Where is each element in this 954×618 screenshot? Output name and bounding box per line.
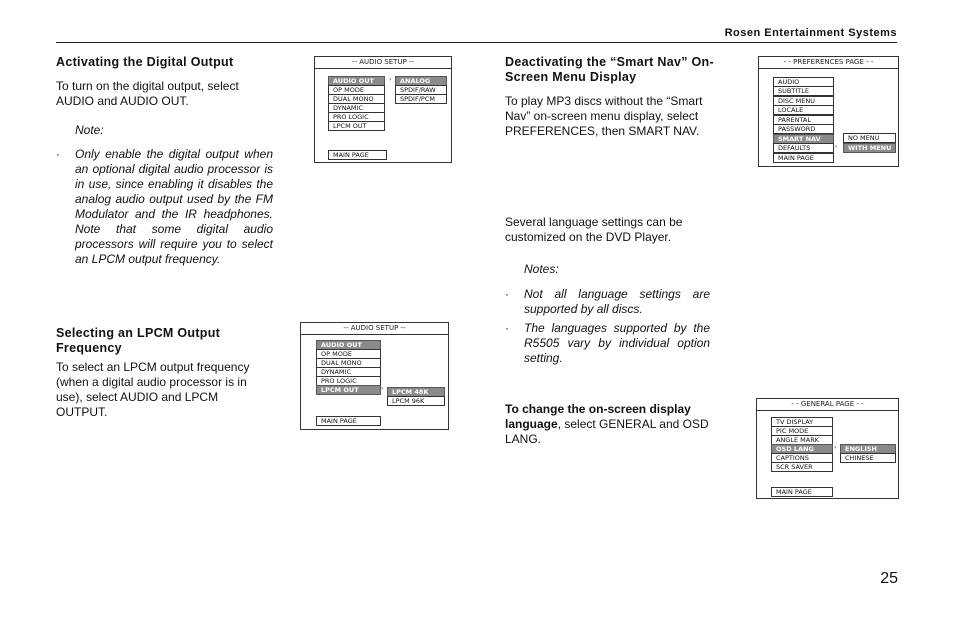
submenu-item-with-menu: WITH MENU	[843, 143, 896, 153]
submenu-item-chinese: CHINESE	[840, 453, 896, 463]
submenu-item-lpcm-96k: LPCM 96K	[387, 396, 445, 406]
header-rule	[56, 42, 897, 43]
menu-item-audio-out: AUDIO OUT	[328, 76, 385, 86]
submenu-item-lpcm-48k: LPCM 48K	[387, 387, 445, 397]
menu-item-scr-saver: SCR SAVER	[771, 462, 833, 472]
preferences-menu	[758, 56, 899, 167]
submenu-arrow-icon: ›	[389, 76, 392, 83]
menu-item-op-mode: OP MODE	[316, 349, 381, 359]
heading-deactivating-smart-nav: Deactivating the “Smart Nav” On-Screen Menu Display	[505, 55, 714, 84]
menu-item-pro-logic: PRO LOGIC	[316, 376, 381, 386]
menu-item-dual-mono: DUAL MONO	[328, 94, 385, 104]
menu-title: -- AUDIO SETUP --	[351, 58, 415, 66]
submenu-item-analog: ANALOG	[395, 76, 447, 86]
audio-setup-menu-1	[314, 56, 452, 163]
submenu-arrow-icon: ›	[834, 444, 837, 451]
menu-item-dynamic: DYNAMIC	[328, 103, 385, 113]
menu-item-angle-mark: ANGLE MARK	[771, 435, 833, 445]
body-deactivating-smart-nav: To play MP3 discs without the “Smart Nav” on-screen menu display, select PREFERENCES, then SMART NAV.	[505, 94, 703, 138]
menu-item-audio-out: AUDIO OUT	[316, 340, 381, 350]
submenu-item-no-menu: NO MENU	[843, 133, 896, 143]
menu-item-pro-logic: PRO LOGIC	[328, 112, 385, 122]
heading-activating-digital-output: Activating the Digital Output	[56, 55, 234, 69]
notes-bullet-1	[505, 287, 710, 317]
menu-item-lpcm-out: LPCM OUT	[328, 121, 385, 131]
notes-bullet-1-text: Not all language settings are supported by all discs.	[524, 287, 710, 316]
bullet-dot: ·	[505, 321, 509, 335]
notes-label: Notes:	[524, 262, 559, 276]
menu-item-lpcm-out: LPCM OUT	[316, 385, 381, 395]
heading-lpcm-output: Selecting an LPCM Output Frequency	[56, 326, 221, 355]
menu-item-locale: LOCALE	[773, 105, 834, 115]
menu-item-tv-display: TV DISPLAY	[771, 417, 833, 427]
menu-item-password: PASSWORD	[773, 124, 834, 134]
menu-item-audio: AUDIO	[773, 77, 834, 87]
menu-title: - - PREFERENCES PAGE - -	[783, 58, 874, 66]
menu-divider	[315, 68, 451, 69]
submenu-item-english: ENGLISH	[840, 444, 896, 454]
general-menu	[756, 398, 899, 499]
menu-item-pic-mode: PIC MODE	[771, 426, 833, 436]
note-bullet-text: Only enable the digital output when an optional digital audio processor is in use, since enabling it disables the analog audio output used by the FM Modulator and the IR headphones. Note that some digital audio processors will require you to select an LPCM output frequency.	[75, 147, 273, 266]
menu-item-dual-mono: DUAL MONO	[316, 358, 381, 368]
body-change-osd-language	[505, 402, 720, 447]
submenu-arrow-icon: ›	[381, 385, 384, 392]
menu-item-captions: CAPTIONS	[771, 453, 833, 463]
note-bullet	[56, 147, 273, 267]
menu-divider	[759, 68, 898, 69]
change-osd-language-bold: To change the on-screen display language	[505, 402, 691, 431]
bullet-dot: ·	[505, 287, 509, 301]
menu-item-op-mode: OP MODE	[328, 85, 385, 95]
submenu-item-spdif-raw: SPDIF/RAW	[395, 85, 447, 95]
menu-item-subtitle: SUBTITLE	[773, 86, 834, 96]
body-lpcm-output: To select an LPCM output frequency (when a digital audio processor is in use), select AUDIO and LPCM OUTPUT.	[56, 360, 250, 419]
menu-item-smart-nav: SMART NAV	[773, 134, 834, 144]
menu-item-osd-lang: OSD LANG	[771, 444, 833, 454]
bullet-dot: ·	[56, 147, 60, 161]
menu-item-main-page: MAIN PAGE	[316, 416, 381, 426]
running-header: Rosen Entertainment Systems	[724, 27, 897, 39]
notes-bullet-2	[505, 321, 710, 366]
menu-item-main-page: MAIN PAGE	[328, 150, 387, 160]
audio-setup-menu-2	[300, 322, 449, 430]
menu-item-main-page: MAIN PAGE	[771, 487, 833, 497]
menu-title: -- AUDIO SETUP --	[343, 324, 406, 332]
change-osd-language-rest: , select GENERAL and OSD LANG.	[505, 417, 709, 446]
menu-divider	[301, 334, 448, 335]
menu-item-main-page: MAIN PAGE	[773, 153, 834, 163]
page-number: 25	[880, 570, 898, 587]
menu-title: - - GENERAL PAGE - -	[791, 400, 864, 408]
menu-divider	[757, 410, 898, 411]
menu-item-disc-menu: DISC MENU	[773, 96, 834, 106]
body-language-settings: Several language settings can be customized on the DVD Player.	[505, 215, 683, 244]
notes-bullet-2-text: The languages supported by the R5505 vary by individual option setting.	[524, 321, 710, 365]
note-label: Note:	[75, 123, 104, 137]
submenu-item-spdif-pcm: SPDIF/PCM	[395, 94, 447, 104]
body-activating-digital-output: To turn on the digital output, select AUDIO and AUDIO OUT.	[56, 79, 239, 108]
submenu-arrow-icon: ›	[835, 143, 838, 150]
menu-item-dynamic: DYNAMIC	[316, 367, 381, 377]
menu-item-defaults: DEFAULTS	[773, 143, 834, 153]
menu-item-parental: PARENTAL	[773, 115, 834, 125]
